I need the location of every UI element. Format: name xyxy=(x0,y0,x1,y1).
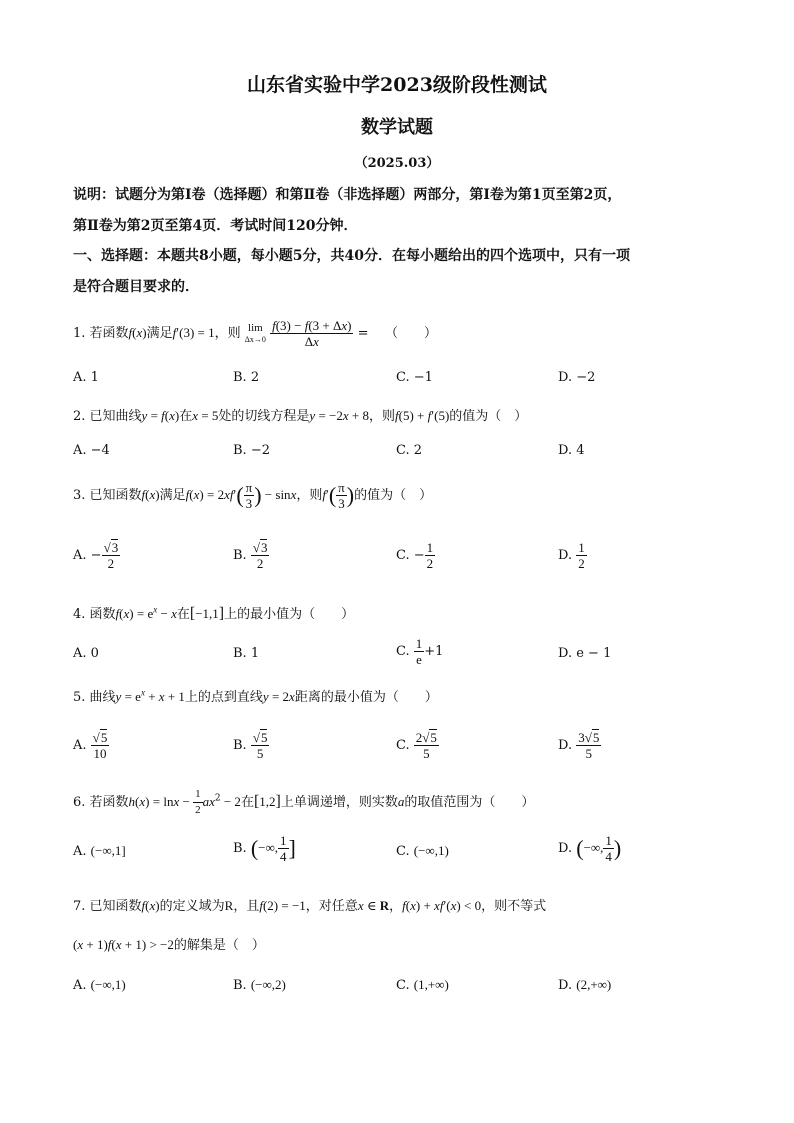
q3-option-c: C. − $\frac{1}{2}$ xyxy=(396,540,434,571)
q6-option-d: D. (−∞, $\frac{1}{4}$ ) xyxy=(558,833,622,864)
q5-text-b: 上的点到直线 xyxy=(184,690,263,705)
q2-text-e: 的值为（ ） xyxy=(449,409,528,424)
question-2-stem: 2. 已知曲线y = f(x)在x = 5处的切线方程是y = −2x + 8，则f(5) + f′(5)的值为（ ） xyxy=(73,408,528,424)
q1-formula-derivative: f xyxy=(172,325,177,340)
question-7-stem-line-2: (x + 1)f(x + 1) > −2的解集是（ ） xyxy=(73,937,265,953)
q1-option-c: C. −1 xyxy=(396,370,433,385)
q1-option-a: A. 1 xyxy=(73,370,99,385)
q7-option-a: A. (−∞,1) xyxy=(73,977,126,993)
q5-option-b: B. $\frac{√5}{5}$ xyxy=(233,730,268,761)
q2-text-d: ，则 xyxy=(369,409,396,424)
q2-text-c: 处的切线方程是 xyxy=(218,409,310,424)
q4-option-d: D. e − 1 xyxy=(558,646,612,661)
q1-text-c: ，则 xyxy=(214,326,241,341)
page-subtitle: 数学试题 xyxy=(361,117,433,138)
q2-text-b: 在 xyxy=(179,409,193,424)
question-5-stem: 5. 曲线$y = e^x + x + 1$上的点到直线y = 2x距离的最小值为（ ） xyxy=(73,687,438,705)
q7-option-c: C. (1,+∞) xyxy=(396,977,449,993)
q7-text-a: 7. 已知函数 xyxy=(73,899,142,914)
q6-text-d: 的取值范围为（ ） xyxy=(404,795,535,810)
q7-option-b: B. (−∞,2) xyxy=(233,977,286,993)
q5-option-a: A. $\frac{√5}{10}$ xyxy=(73,730,108,761)
q2-text-a: 2. 已知曲线 xyxy=(73,409,142,424)
q3-option-d: D. $\frac{1}{2}$ xyxy=(558,540,585,571)
q1-option-b: B. 2 xyxy=(233,370,260,385)
q7-text-g: 的解集是（ ） xyxy=(173,938,265,953)
q6-text-b: 在 xyxy=(240,795,254,810)
question-7-stem-line-1: 7. 已知函数f(x)的定义域为R，且f(2) = −1，对任意x ∈ R，f(x) + xf′(x) < 0，则不等式 xyxy=(73,898,547,914)
q5-option-c: C. $\frac{2√5}{5}$ xyxy=(396,730,437,761)
q2-option-c: C. 2 xyxy=(396,443,423,458)
q4-text-a: 4. 函数 xyxy=(73,607,116,622)
q3-text-d: 的值为（ ） xyxy=(354,488,433,503)
q4-option-c: C. $\frac{1}{e}$ +1 xyxy=(396,636,444,667)
q5-text-a: 5. 曲线 xyxy=(73,690,116,705)
instructions-line-2: 第Ⅱ卷为第2页至第4页．考试时间120分钟． xyxy=(73,218,358,234)
q6-option-a: A. (−∞,1] xyxy=(73,843,126,859)
q2-option-b: B. −2 xyxy=(233,443,270,458)
q4-option-b: B. 1 xyxy=(233,646,260,661)
q6-option-b: B. (−∞, $\frac{1}{4}$ ] xyxy=(233,833,296,864)
q1-text-a: 1. 若函数 xyxy=(73,326,129,341)
q7-text-c: ，且 xyxy=(233,899,260,914)
q7-text-f: ，则不等式 xyxy=(481,899,547,914)
section-heading-line-1: 一、选择题：本题共8小题，每小题5分，共40分．在每小题给出的四个选项中，只有一项 xyxy=(73,248,630,264)
q1-fraction: $\frac{f(3) - f(3 + \Delta x)}{\Delta x}$ xyxy=(272,318,352,349)
q3-text-b: 满足 xyxy=(159,488,186,503)
q1-text-d: （ ） xyxy=(385,326,438,341)
q2-option-d: D. 4 xyxy=(558,443,585,458)
q6-text-a: 6. 若函数 xyxy=(73,795,129,810)
q1-option-d: D. −2 xyxy=(558,370,596,385)
q3-text-a: 3. 已知函数 xyxy=(73,488,142,503)
page-title: 山东省实验中学2023级阶段性测试 xyxy=(247,74,547,96)
q7-text-b: 的定义域为 xyxy=(159,899,225,914)
q1-formula-f: f xyxy=(128,325,133,340)
q5-option-d: D. $\frac{3√5}{5}$ xyxy=(558,730,600,761)
q7-text-e: ， xyxy=(389,899,403,914)
instructions-line-1: 说明：试题分为第Ⅰ卷（选择题）和第Ⅱ卷（非选择题）两部分，第Ⅰ卷为第1页至第2页， xyxy=(73,187,622,203)
question-4-stem: 4. 函数$f(x) = e^x - x$在[−1,1]上的最小值为（ ） xyxy=(73,604,355,622)
question-3-stem: 3. 已知函数f(x)满足f(x) = 2xf′( $\frac{\pi}{3}$ ) − sinx，则f′( $\frac{\pi}{3}$ )的值为（ ） xyxy=(73,480,433,511)
question-6-stem: 6. 若函数h(x) = lnx − $\frac{1}{2}$ $ax^2 - 2$在[1,2]上单调递增，则实数a的取值范围为（ ） xyxy=(73,788,535,816)
q3-option-b: B. $\frac{√3}{2}$ xyxy=(233,540,268,571)
q4-option-a: A. 0 xyxy=(73,646,99,661)
q3-option-a: A. − $\frac{√3}{2}$ xyxy=(73,540,119,571)
q1-text-b: 满足 xyxy=(146,326,173,341)
q5-text-c: 距离的最小值为（ ） xyxy=(294,690,438,705)
q4-text-c: 上的最小值为（ ） xyxy=(224,607,355,622)
q4-text-b: 在 xyxy=(176,607,190,622)
q3-text-c: ，则 xyxy=(296,488,323,503)
question-1-stem: 1. 若函数f(x)满足f′(3) = 1，则 lim Δx→0 $\frac{f(3) - f(3 + \Delta x)}{\Delta x}$ = （ ） xyxy=(73,318,438,349)
q7-option-d: D. (2,+∞) xyxy=(558,977,612,993)
q6-option-c: C. (−∞,1) xyxy=(396,843,449,859)
q6-text-c: 上单调递增，则实数 xyxy=(280,795,398,810)
exam-date: （2025.03） xyxy=(354,156,440,171)
q7-text-d: ，对任意 xyxy=(305,899,358,914)
q2-option-a: A. −4 xyxy=(73,443,110,458)
section-heading-line-2: 是符合题目要求的． xyxy=(73,279,199,295)
q1-limit: lim Δx→0 xyxy=(244,321,266,344)
